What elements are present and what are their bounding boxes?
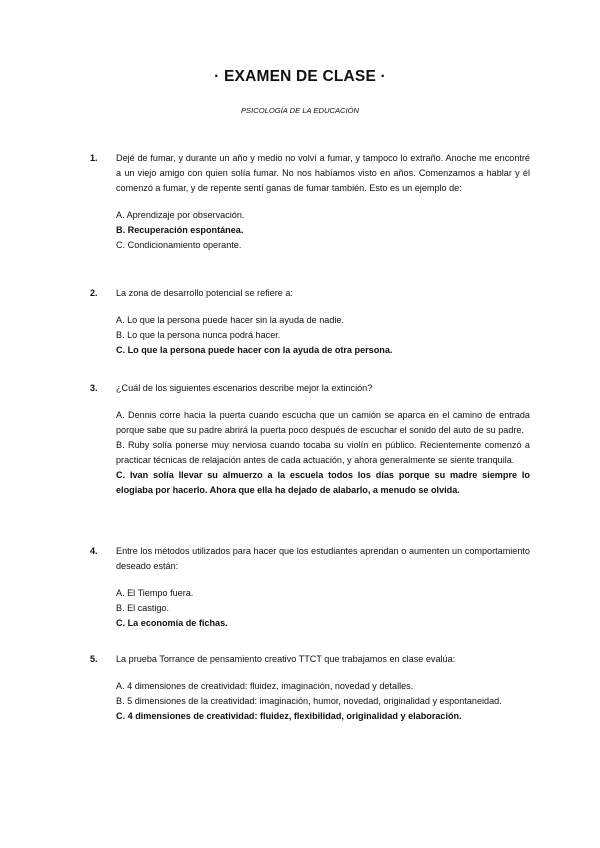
question-number: 5.: [90, 654, 98, 664]
option-c: C. Condicionamiento operante.: [116, 240, 242, 250]
question-number: 1.: [90, 153, 98, 163]
question-2: [90, 286, 530, 358]
question-text: ¿Cuál de los siguientes escenarios describe mejor la extinción?: [116, 383, 373, 393]
option-b: B. 5 dimensiones de la creatividad: imaginación, humor, novedad, originalidad y espontaneidad.: [116, 696, 502, 706]
option-a: A. Lo que la persona puede hacer sin la ayuda de nadie.: [116, 315, 345, 325]
question-4: [90, 544, 530, 631]
option-b-correct: B. Recuperación espontánea.: [116, 225, 244, 235]
question-3: [90, 381, 530, 498]
option-a: A. 4 dimensiones de creatividad: fluidez, imaginación, novedad y detalles.: [116, 681, 414, 691]
question-5: [90, 652, 530, 724]
question-number: 2.: [90, 288, 98, 298]
option-c-correct: C. La economía de fichas.: [116, 618, 228, 628]
answer-options: [116, 408, 530, 498]
question-text: La prueba Torrance de pensamiento creativo TTCT que trabajamos en clase evalúa:: [116, 654, 456, 664]
question-number: 3.: [90, 383, 98, 393]
answer-options: [116, 679, 530, 724]
option-b: B. Ruby solía ponerse muy nerviosa cuando tocaba su violín en público. Recientemente comenzó a practicar técnicas de relajación antes de cada actuación, y ahora generalmente se siente tranquila.: [116, 440, 530, 465]
option-c-correct: C. Lo que la persona puede hacer con la ayuda de otra persona.: [116, 345, 393, 355]
option-b: B. Lo que la persona nunca podrá hacer.: [116, 330, 281, 340]
question-number: 4.: [90, 546, 98, 556]
answer-options: [116, 586, 530, 631]
page-subtitle: PSICOLOGÍA DE LA EDUCACIÓN: [240, 106, 359, 115]
question-1: [90, 151, 530, 253]
question-text: Dejé de fumar, y durante un año y medio no volví a fumar, y tampoco lo extraño. Anoche me encontré a un viejo amigo con quien solía fumar. No nos habíamos visto en años. Comenzamos a hablar y él comenzó a fumar, y de repente sentí ganas de fumar también. Esto es un ejemplo de:: [116, 153, 530, 193]
answer-options: [116, 208, 530, 253]
option-a: A. Dennis corre hacia la puerta cuando escucha que un camión se aparca en el camino de entrada porque sabe que su padre abrirá la puerta poco después de escuchar el sonido del auto de su padre.: [116, 410, 530, 435]
question-text: Entre los métodos utilizados para hacer que los estudiantes aprendan o aumenten un comportamiento deseado están:: [116, 546, 530, 571]
option-c-correct: C. Ivan solía llevar su almuerzo a la escuela todos los días porque su madre siempre lo elogiaba por hacerlo. Ahora que ella ha dejado de alabarlo, a menudo se olvida.: [116, 470, 530, 495]
option-a: A. Aprendizaje por observación.: [116, 210, 245, 220]
option-a: A. El Tiempo fuera.: [116, 588, 194, 598]
page-title: · EXAMEN DE CLASE ·: [214, 68, 386, 85]
option-b: B. El castigo.: [116, 603, 170, 613]
option-c-correct: C. 4 dimensiones de creatividad: fluidez, flexibilidad, originalidad y elaboración.: [116, 711, 462, 721]
question-text: La zona de desarrollo potencial se refiere a:: [116, 288, 293, 298]
answer-options: [116, 313, 530, 358]
